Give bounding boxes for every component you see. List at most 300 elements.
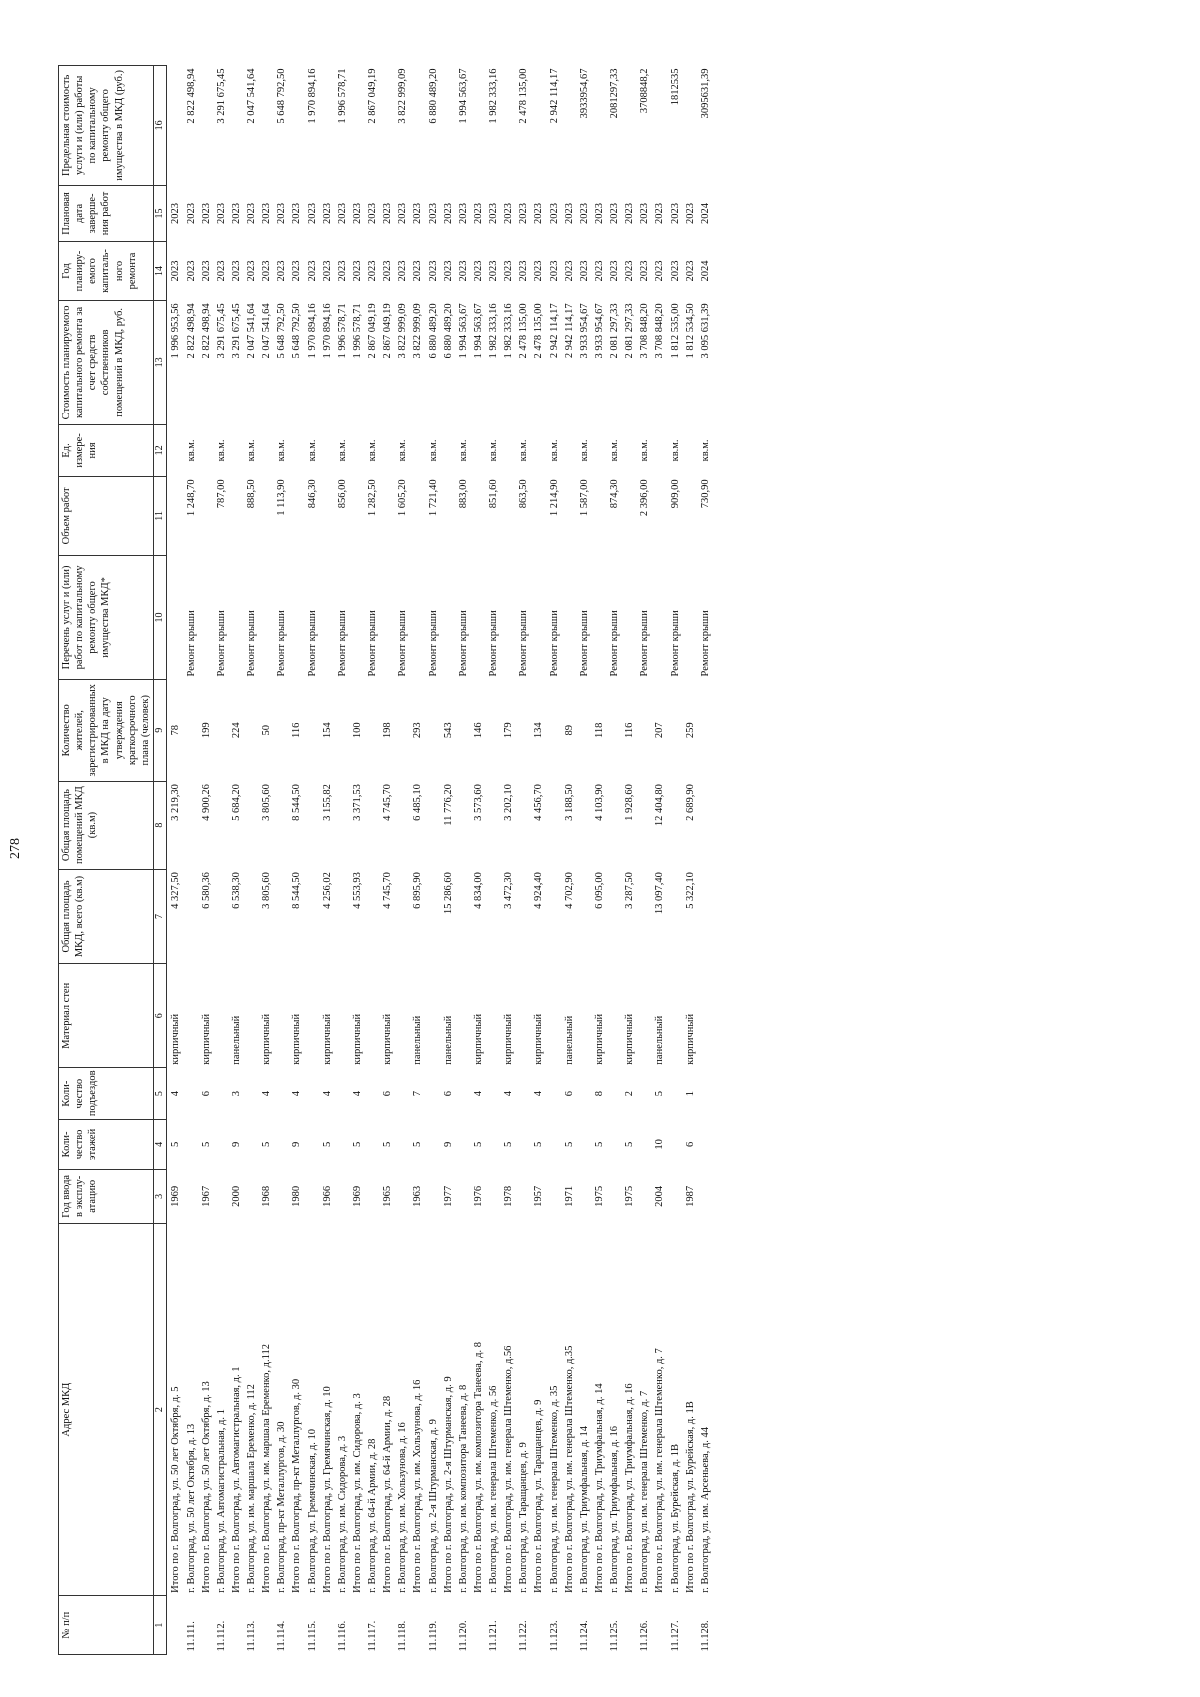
table-row-item — [668, 66, 683, 1655]
column-number: 15 — [153, 185, 167, 241]
column-number: 16 — [153, 66, 167, 186]
cell-volume: 1 587,00 — [578, 479, 590, 517]
cell-address: г. Волгоград, ул. им. генерала Штеменко, д. 56 — [488, 1385, 499, 1593]
cell-material — [305, 964, 320, 1068]
cell-area-total: 6 538,30 — [230, 872, 242, 909]
cell-num — [683, 1596, 698, 1655]
cell-residents: 146 — [472, 722, 484, 739]
cell-floors: 9 — [442, 1141, 454, 1148]
cell-year: 2004 — [654, 1185, 666, 1207]
cell-plan-year: 2023 — [639, 260, 651, 282]
table-row-item — [607, 66, 622, 1655]
cell-floors: 10 — [654, 1139, 666, 1150]
table-row-total — [259, 66, 274, 1655]
cell-works: Ремонт крыши — [367, 610, 378, 677]
cell-volume — [652, 476, 667, 555]
cell-residents: 179 — [503, 722, 515, 739]
cell-area-premises — [668, 781, 683, 869]
cell-address: г. Волгоград, ул. им. Арсеньева, д. 44 — [699, 1427, 711, 1593]
cell-num: 11.121. — [488, 1620, 499, 1652]
table-row-total — [501, 66, 516, 1655]
cell-area-total — [184, 869, 199, 964]
table-row-item — [365, 66, 380, 1655]
cell-unit — [199, 424, 214, 476]
cell-limit-cost — [199, 66, 214, 186]
cell-material — [426, 964, 441, 1068]
cell-area-total: 6 095,00 — [593, 872, 605, 909]
cell-works: Ремонт крыши — [336, 610, 348, 677]
cell-year — [184, 1169, 199, 1223]
cell-volume — [622, 476, 637, 555]
cell-year — [456, 1169, 471, 1223]
cell-end-date: 2023 — [472, 202, 484, 224]
column-header: Ед. измере-ния — [59, 424, 154, 476]
cell-cost: 3 291 675,45 — [215, 303, 227, 359]
cell-area-premises: 2 689,90 — [684, 784, 696, 821]
cell-limit-cost: 2 478 135,00 — [518, 68, 530, 124]
cell-works — [167, 555, 184, 679]
cell-num: 11.122. — [518, 1620, 530, 1652]
cell-material: кирпичный — [170, 1013, 182, 1065]
table-row-item — [637, 66, 652, 1655]
cell-unit — [562, 424, 577, 476]
cell-end-date: 2023 — [488, 202, 499, 224]
cell-entrances: 6 — [382, 1091, 394, 1097]
cell-area-total — [244, 869, 259, 964]
cell-end-date: 2023 — [276, 202, 288, 224]
cell-volume — [683, 476, 698, 555]
cell-year — [698, 1169, 713, 1223]
table-row-total — [471, 66, 486, 1655]
table-row-total — [350, 66, 365, 1655]
cell-address: Итого по г. Волгоград, ул. Триумфальная, д. 16 — [624, 1383, 636, 1593]
cell-floors — [214, 1120, 229, 1170]
cell-cost: 3 291 675,45 — [230, 303, 242, 359]
column-header: Адрес МКД — [59, 1223, 154, 1595]
cell-material — [274, 964, 289, 1068]
cell-unit — [167, 424, 184, 476]
cell-residents: 116 — [291, 722, 303, 738]
cell-plan-year: 2023 — [351, 260, 363, 282]
cell-floors: 5 — [593, 1141, 605, 1148]
cell-residents: 199 — [200, 722, 212, 739]
cell-works: Ремонт крыши — [699, 610, 711, 677]
cell-material — [184, 964, 199, 1068]
cell-plan-year: 2023 — [321, 260, 333, 282]
cell-num: 11.115. — [306, 1620, 318, 1652]
cell-area-premises: 3 155,82 — [321, 784, 333, 821]
cell-unit — [320, 424, 335, 476]
cell-entrances — [698, 1068, 713, 1120]
cell-plan-year: 2023 — [488, 260, 499, 282]
cell-floors: 9 — [230, 1141, 242, 1148]
cell-year: 1967 — [200, 1185, 212, 1207]
column-number: 10 — [153, 555, 167, 679]
table-row-item — [577, 66, 592, 1655]
cell-entrances: 3 — [230, 1091, 242, 1097]
cell-cost: 1 996 953,56 — [170, 303, 182, 359]
cell-num — [289, 1596, 304, 1655]
cell-num — [531, 1596, 546, 1655]
table-row-total — [380, 66, 395, 1655]
cell-entrances: 2 — [624, 1091, 636, 1097]
cell-year: 1971 — [563, 1185, 575, 1207]
cell-works — [259, 555, 274, 679]
cell-volume: 846,30 — [306, 479, 318, 509]
column-number: 12 — [153, 424, 167, 476]
cell-address: г. Волгоград, ул. Гремячинская, д. 10 — [306, 1428, 318, 1593]
cell-works — [380, 555, 395, 679]
cell-plan-year: 2023 — [563, 260, 575, 282]
cell-end-date: 2023 — [533, 202, 545, 224]
cell-cost: 3 708 848,20 — [639, 303, 651, 359]
cell-entrances — [365, 1068, 380, 1120]
cell-limit-cost: 3933954,67 — [578, 68, 590, 119]
cell-unit: кв.м. — [699, 439, 711, 462]
cell-year — [395, 1169, 410, 1223]
cell-end-date: 2023 — [578, 202, 590, 224]
cell-plan-year: 2023 — [669, 260, 681, 282]
cell-area-premises — [244, 781, 259, 869]
cell-unit: кв.м. — [518, 439, 530, 462]
cell-unit — [501, 424, 516, 476]
cell-plan-year: 2023 — [215, 260, 227, 282]
cell-year — [335, 1169, 350, 1223]
cell-cost: 2 081 297,33 — [624, 303, 636, 359]
cell-num: 11.125. — [609, 1620, 620, 1652]
cell-address: Итого по г. Волгоград, ул. 64-й Армии, д. 28 — [382, 1395, 394, 1593]
cell-end-date: 2023 — [215, 202, 227, 224]
cell-limit-cost — [531, 66, 546, 186]
cell-end-date: 2023 — [306, 202, 318, 224]
cell-floors — [456, 1120, 471, 1170]
cell-cost: 2 478 135,00 — [533, 303, 545, 359]
cell-residents: 207 — [654, 722, 666, 739]
cell-residents: 50 — [261, 725, 273, 736]
cell-num — [592, 1596, 607, 1655]
cell-limit-cost — [471, 66, 486, 186]
cell-limit-cost: 3708848,2 — [639, 68, 651, 114]
column-header: Перечень услуг и (или) работ по капитальному ремонту общего имущества МКД* — [59, 555, 154, 679]
cell-volume: 874,30 — [609, 479, 620, 509]
cell-area-premises: 4 103,90 — [593, 784, 605, 821]
table-row-item — [698, 66, 713, 1655]
cell-plan-year: 2023 — [442, 260, 454, 282]
column-number: 1 — [153, 1596, 167, 1655]
cell-limit-cost: 3 822 999,09 — [397, 68, 409, 124]
cell-area-total: 13 097,40 — [654, 872, 666, 915]
cell-volume — [320, 476, 335, 555]
cell-works — [622, 555, 637, 679]
cell-address: г. Волгоград, ул. Таращанцев, д. 9 — [518, 1442, 530, 1593]
cell-material: панельный — [563, 1015, 575, 1065]
cell-num — [380, 1596, 395, 1655]
cell-entrances: 4 — [291, 1091, 303, 1097]
cell-num: 11.116. — [336, 1620, 348, 1652]
cell-area-total — [516, 869, 531, 964]
cell-unit: кв.м. — [548, 439, 560, 462]
cell-volume — [592, 476, 607, 555]
cell-end-date: 2023 — [548, 202, 560, 224]
table-row-item — [305, 66, 320, 1655]
cell-limit-cost: 1 982 333,16 — [488, 68, 499, 124]
cell-unit: кв.м. — [669, 439, 681, 462]
cell-area-total: 4 745,70 — [382, 872, 394, 909]
cell-address: г. Волгоград, ул. им. Сидорова, д. 3 — [336, 1435, 348, 1593]
cell-residents: 154 — [321, 722, 333, 739]
cell-volume — [441, 476, 456, 555]
cell-limit-cost: 2 942 114,17 — [548, 68, 560, 124]
cell-entrances: 5 — [654, 1091, 666, 1097]
column-header: Год ввода в эксплу-атацию — [59, 1169, 154, 1223]
cell-year — [214, 1169, 229, 1223]
table-row-item — [426, 66, 441, 1655]
cell-floors — [365, 1120, 380, 1170]
cell-works — [531, 555, 546, 679]
cell-works — [350, 555, 365, 679]
column-number: 5 — [153, 1068, 167, 1120]
cell-works: Ремонт крыши — [215, 610, 227, 677]
cell-address: г. Волгоград, ул. Бурейская, д. 1В — [669, 1443, 681, 1593]
cell-area-premises — [456, 781, 471, 869]
cell-unit — [441, 424, 456, 476]
cell-material: панельный — [412, 1015, 424, 1065]
cell-floors — [547, 1120, 562, 1170]
cell-address: Итого по г. Волгоград, ул. Триумфальная, д. 14 — [593, 1383, 605, 1593]
cell-residents — [486, 680, 501, 782]
cell-area-premises: 6 485,10 — [412, 784, 424, 821]
cell-num — [320, 1596, 335, 1655]
cell-limit-cost — [320, 66, 335, 186]
cell-area-total: 4 834,00 — [472, 872, 484, 909]
cell-unit: кв.м. — [215, 439, 227, 462]
cell-year: 1966 — [321, 1185, 333, 1207]
cell-limit-cost — [410, 66, 425, 186]
cell-residents — [577, 680, 592, 782]
cell-residents — [274, 680, 289, 782]
cell-address: Итого по г. Волгоград, ул. им. генерала Штеменко, д.56 — [503, 1345, 515, 1593]
cell-area-premises — [547, 781, 562, 869]
cell-num — [410, 1596, 425, 1655]
cell-area-total: 3 805,60 — [261, 872, 273, 909]
page-number: 278 — [8, 838, 23, 859]
cell-limit-cost: 1 996 578,71 — [336, 68, 348, 124]
cell-volume — [531, 476, 546, 555]
cell-unit — [259, 424, 274, 476]
cell-area-total — [305, 869, 320, 964]
cell-area-total: 4 924,40 — [533, 872, 545, 909]
cell-num — [622, 1596, 637, 1655]
cell-area-premises: 3 202,10 — [503, 784, 515, 821]
cell-material — [547, 964, 562, 1068]
cell-material: панельный — [230, 1015, 242, 1065]
table-body — [167, 66, 713, 1655]
cell-end-date: 2023 — [624, 202, 636, 224]
cell-num: 11.113. — [246, 1620, 257, 1652]
cell-limit-cost — [380, 66, 395, 186]
cell-area-total: 3 287,50 — [624, 872, 636, 909]
cell-area-total — [607, 869, 622, 964]
cell-num — [471, 1596, 486, 1655]
cell-residents — [456, 680, 471, 782]
cell-area-total — [274, 869, 289, 964]
cell-address: Итого по г. Волгоград, ул. 50 лет Октября, д. 13 — [200, 1381, 212, 1593]
cell-address: г. Волгоград, ул. 50 лет Октября, д. 13 — [185, 1423, 197, 1593]
cell-residents: 134 — [533, 722, 545, 739]
cell-works: Ремонт крыши — [669, 610, 681, 677]
table-row-total — [683, 66, 698, 1655]
cell-floors — [637, 1120, 652, 1170]
cell-residents: 78 — [170, 725, 182, 736]
cell-entrances — [274, 1068, 289, 1120]
cell-address: г. Волгоград, ул. им. генерала Штеменко, д. 7 — [639, 1390, 651, 1593]
cell-cost: 2 822 498,94 — [185, 303, 197, 359]
cell-plan-year: 2023 — [367, 260, 378, 282]
cell-floors: 5 — [472, 1141, 484, 1148]
cell-floors: 5 — [382, 1141, 394, 1148]
cell-year — [637, 1169, 652, 1223]
cell-plan-year: 2023 — [291, 260, 303, 282]
cell-area-premises: 5 684,20 — [230, 784, 242, 821]
table-row-item — [395, 66, 410, 1655]
cell-num: 11.111. — [185, 1621, 197, 1652]
cell-plan-year: 2023 — [684, 260, 696, 282]
cell-limit-cost: 3 291 675,45 — [215, 68, 227, 124]
cell-volume — [501, 476, 516, 555]
cell-end-date: 2023 — [654, 202, 666, 224]
cell-limit-cost — [167, 66, 184, 186]
cell-plan-year: 2023 — [624, 260, 636, 282]
cell-plan-year: 2024 — [699, 260, 711, 282]
cell-end-date: 2023 — [593, 202, 605, 224]
cell-floors — [395, 1120, 410, 1170]
table-row-item — [456, 66, 471, 1655]
cell-year — [426, 1169, 441, 1223]
column-number-row — [153, 66, 167, 1655]
cell-residents — [184, 680, 199, 782]
cell-residents — [305, 680, 320, 782]
cell-entrances — [335, 1068, 350, 1120]
column-header: Плановая дата заверше-ния работ — [59, 185, 154, 241]
cell-unit: кв.м. — [367, 439, 378, 462]
cell-material: кирпичный — [382, 1013, 394, 1065]
cell-floors: 5 — [533, 1141, 545, 1148]
column-header: Материал стен — [59, 964, 154, 1068]
cell-material — [698, 964, 713, 1068]
cell-plan-year: 2023 — [427, 260, 439, 282]
cell-area-total — [547, 869, 562, 964]
cell-end-date: 2023 — [246, 202, 257, 224]
cell-year: 1969 — [351, 1185, 363, 1207]
cell-entrances — [214, 1068, 229, 1120]
table-row-total — [167, 66, 184, 1655]
cell-entrances — [547, 1068, 562, 1120]
cell-address: Итого по г. Волгоград, ул. Автомагистральная, д. 1 — [230, 1366, 242, 1593]
cell-entrances — [637, 1068, 652, 1120]
cell-area-total: 8 544,50 — [291, 872, 303, 909]
column-number: 2 — [153, 1223, 167, 1595]
cell-plan-year: 2023 — [457, 260, 469, 282]
cell-unit: кв.м. — [639, 439, 651, 462]
cell-end-date: 2023 — [336, 202, 348, 224]
cell-volume — [229, 476, 244, 555]
cell-floors — [184, 1120, 199, 1170]
cell-area-total — [637, 869, 652, 964]
cell-plan-year: 2023 — [276, 260, 288, 282]
table-row-total — [199, 66, 214, 1655]
cell-cost: 5 648 792,50 — [276, 303, 288, 359]
column-header: Коли-чество этажей — [59, 1120, 154, 1170]
cell-residents: 116 — [624, 722, 636, 738]
cell-limit-cost — [622, 66, 637, 186]
cell-year — [516, 1169, 531, 1223]
cell-works: Ремонт крыши — [488, 610, 499, 677]
cell-area-total: 4 702,90 — [563, 872, 575, 909]
cell-area-total: 6 580,36 — [200, 872, 212, 909]
column-header: Стоимость планируемого капитального ремонта за счет средств собственников помещений в МКД, руб. — [59, 300, 154, 424]
cell-address: Итого по г. Волгоград, ул. им. Сидорова, д. 3 — [351, 1393, 363, 1593]
cell-cost: 2 867 049,19 — [367, 303, 378, 359]
cell-plan-year: 2023 — [185, 260, 197, 282]
cell-address: Итого по г. Волгоград, ул. 50 лет Октября, д. 5 — [170, 1386, 182, 1593]
cell-floors: 5 — [624, 1141, 636, 1148]
cell-address: Итого по г. Волгоград, пр-кт Металлургов, д. 30 — [291, 1378, 303, 1593]
cell-works: Ремонт крыши — [578, 610, 590, 677]
cell-cost: 1 996 578,71 — [336, 303, 348, 359]
cell-floors: 5 — [261, 1141, 273, 1148]
cell-works — [320, 555, 335, 679]
cell-cost: 1 812 534,50 — [684, 303, 696, 359]
cell-residents — [668, 680, 683, 782]
cell-year: 2000 — [230, 1185, 242, 1207]
cell-entrances: 1 — [684, 1091, 696, 1097]
cell-area-premises — [577, 781, 592, 869]
cell-volume: 1 214,90 — [548, 479, 560, 517]
cell-address: г. Волгоград, ул. Триумфальная, д. 14 — [578, 1426, 590, 1593]
cell-volume: 787,00 — [215, 479, 227, 509]
cell-area-premises — [698, 781, 713, 869]
cell-num: 11.120. — [457, 1620, 469, 1652]
cell-residents: 118 — [593, 722, 605, 738]
table-row-total — [531, 66, 546, 1655]
cell-year — [607, 1169, 622, 1223]
cell-floors — [698, 1120, 713, 1170]
cell-year: 1975 — [624, 1185, 636, 1207]
cell-area-total — [486, 869, 501, 964]
cell-unit — [350, 424, 365, 476]
cell-area-premises — [395, 781, 410, 869]
cell-residents — [365, 680, 380, 782]
cell-floors: 6 — [684, 1141, 696, 1148]
table-row-total — [592, 66, 607, 1655]
cell-limit-cost: 5 648 792,50 — [276, 68, 288, 124]
cell-material: кирпичный — [533, 1013, 545, 1065]
cell-area-total: 4 256,02 — [321, 872, 333, 909]
cell-area-premises: 4 745,70 — [382, 784, 394, 821]
cell-plan-year: 2023 — [230, 260, 242, 282]
cell-material — [668, 964, 683, 1068]
cell-volume: 888,50 — [246, 479, 257, 509]
cell-address: Итого по г. Волгоград, ул. им. Хользунова, д. 16 — [412, 1379, 424, 1593]
cell-area-total — [426, 869, 441, 964]
cell-end-date: 2023 — [518, 202, 530, 224]
cell-num: 11.119. — [427, 1620, 439, 1652]
cell-cost: 6 880 489,20 — [427, 303, 439, 359]
cell-unit — [683, 424, 698, 476]
cell-cost: 1 982 333,16 — [488, 303, 499, 359]
cell-area-premises: 3 573,60 — [472, 784, 484, 821]
cell-num: 11.112. — [215, 1620, 227, 1652]
